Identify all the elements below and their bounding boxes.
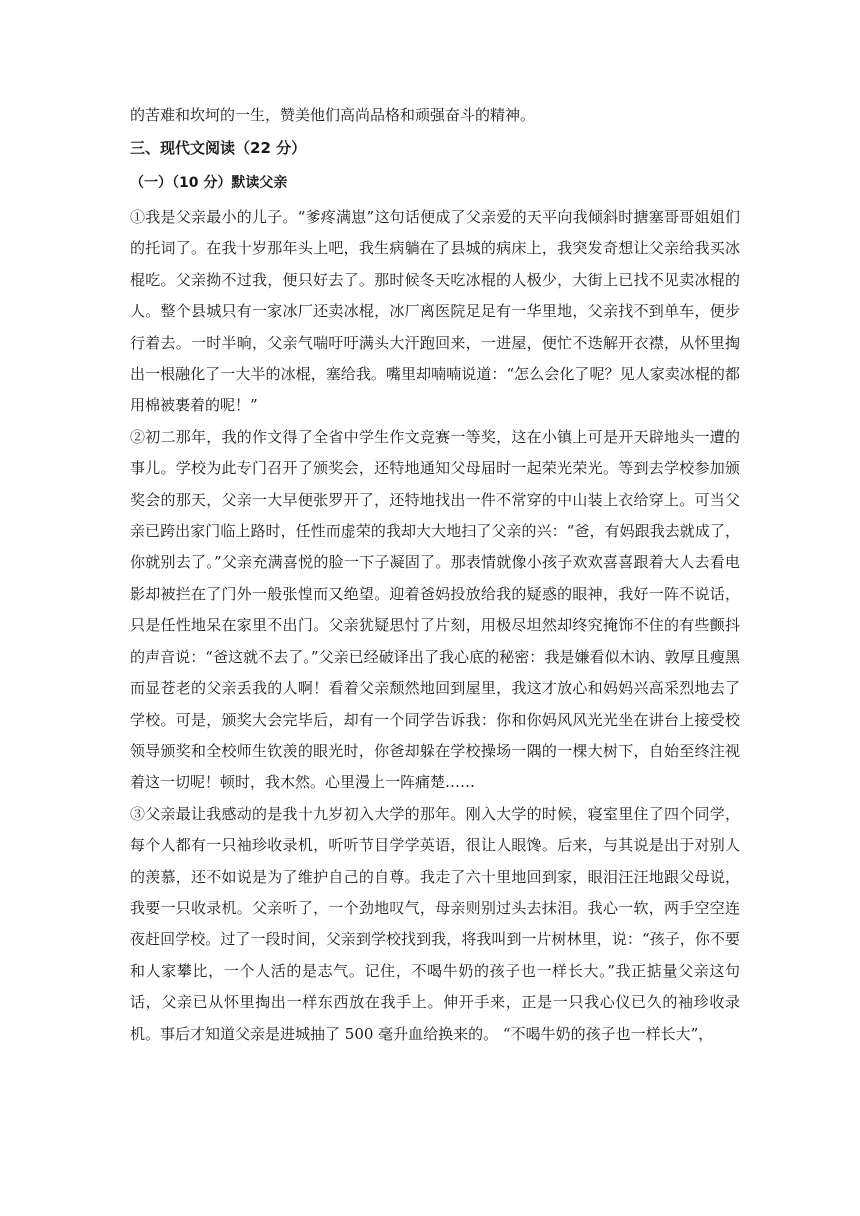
document-page (130, 105, 740, 1050)
section-heading: 三、现代文阅读（22 分） (130, 139, 307, 157)
paragraph-2: ②初二那年，我的作文得了全省中学生作文竞赛一等奖，这在小镇上可是开天辟地头一遭的事儿。学校为此专门召开了颁奖会，还特地通知父母届时一起荣光荣光。等到去学校参加颁奖会的那天，父亲一大早便张罗开了，还特地找出一件不常穿的中山装上衣给穿上。可当父亲已跨出家门临上路时，任性而虚荣的我却大大地扫了父亲的兴：“爸，有妈跟我去就成了，你就别去了。”父亲充满喜悦的脸一下子凝固了。那表情就像小孩子欢欢喜喜跟着大人去看电影却被拦在了门外一般张惶而又绝望。迎着爸妈投放给我的疑惑的眼神，我好一阵不说话，只是任性地呆在家里不出门。父亲犹疑思忖了片刻，用极尽坦然却终究掩饰不住的有些颤抖的声音说：“爸这就不去了。”父亲已经破译出了我心底的秘密：我是嫌看似木讷、敦厚且瘦黑而显苍老的父亲丢我的人啊！看着父亲颓然地回到屋里，我这才放心和妈妈兴高采烈地去了学校。可是，颁奖大会完毕后，却有一个同学告诉我：你和你妈风风光光坐在讲台上接受校领导颁奖和全校师生钦羡的眼光时，你爸却躲在学校操场一隅的一棵大树下，自始至终注视着这一切呢！顿时，我木然。心里漫上一阵痛楚…… (130, 427, 740, 792)
paragraph-1: ①我是父亲最小的儿子。“爹疼满崽”这句话便成了父亲爱的天平向我倾斜时搪塞哥哥姐姐们的托词了。在我十岁那年头上吧，我生病躺在了县城的病床上，我突发奇想让父亲给我买冰棍吃。父亲拗不过我，便只好去了。那时候冬天吃冰棍的人极少，大街上已找不见卖冰棍的人。整个县城只有一家冰厂还卖冰棍，冰厂离医院足足有一华里地，父亲找不到单车，便步行着去。一时半晌，父亲气喘吁吁满头大汗跑回来，一进屋，便忙不迭解开衣襟，从怀里掏出一根融化了一大半的冰棍，塞给我。嘴里却喃喃说道：“怎么会化了呢？见人家卖冰棍的都用棉被裹着的呢！” (130, 208, 740, 415)
paragraph-3: ③父亲最让我感动的是我十九岁初入大学的那年。刚入大学的时候，寝室里住了四个同学，每个人都有一只袖珍收录机，听听节目学学英语，很让人眼馋。后来，与其说是出于对别人的羡慕，还不如说是为了维护自己的自尊。我走了六十里地回到家，眼泪汪汪地跟父母说，我要一只收录机。父亲听了，一个劲地叹气，母亲则别过头去抹泪。我心一软，两手空空连夜赶回学校。过了一段时间，父亲到学校找到我，将我叫到一片树林里，说：“孩子，你不要和人家攀比，一个人活的是志气。记住，不喝牛奶的孩子也一样长大。”我正掂量父亲这句话，父亲已从怀里掏出一样东西放在我手上。伸开手来，正是一只我心仪已久的袖珍收录机。事后才知道父亲是进城抽了 500 毫升血给换来的。 “不喝牛奶的孩子也一样长大”， (130, 804, 740, 1043)
subsection-heading: （一）（10 分）默读父亲 (130, 175, 288, 191)
intro-line: 的苦难和坎坷的一生，赞美他们高尚品格和顽强奋斗的精神。 (130, 106, 536, 124)
